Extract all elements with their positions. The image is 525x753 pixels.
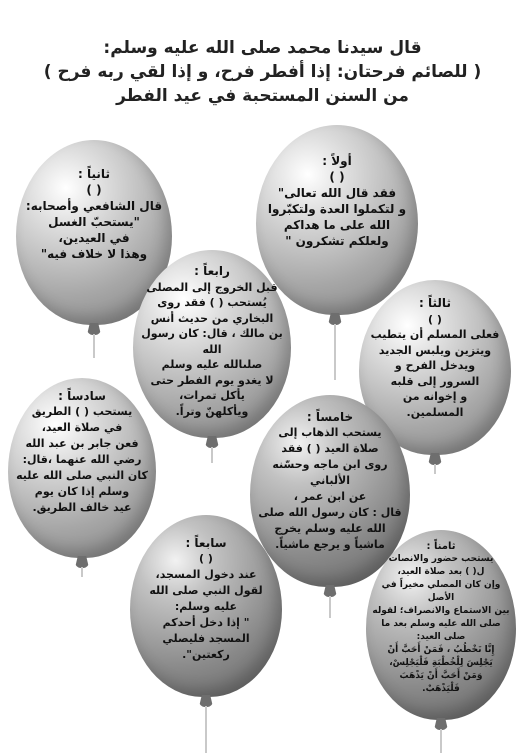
- balloon-line: فعلى المسلم أن يتطيب: [370, 328, 500, 341]
- balloon-line: فَلْيَذْهَبْ.: [422, 684, 460, 694]
- balloon-line: عيد خالف الطريق.: [32, 501, 132, 514]
- balloon-blank: ( ): [428, 312, 442, 326]
- balloon-title: خامساً :: [306, 410, 354, 424]
- balloon-line: ويأكلهنّ وتراً.: [175, 404, 249, 418]
- balloon-line: يأكل تمرات،: [179, 389, 245, 402]
- balloon-text: [12, 388, 152, 516]
- balloon-string: [93, 334, 95, 358]
- balloon-string: [329, 596, 331, 618]
- balloon-line: إِنَّا نَخْطُبُ ، فَمَنْ أَحَبَّ أَنْ: [387, 645, 495, 655]
- header-line-3: من السنن المستحبة في عيد الفطر: [116, 86, 409, 106]
- balloon-line: في صلاة العيد،: [41, 421, 123, 434]
- balloon-line: ماشياً و يرجع ماشياً.: [275, 538, 385, 551]
- balloon-line: بين الاستماع والانصراف؛ لقوله: [372, 606, 510, 616]
- balloon-line: لقول النبي صلى الله: [149, 584, 263, 597]
- balloon-string: [334, 324, 336, 380]
- balloon-title: ثالثاً :: [419, 296, 451, 310]
- balloon-line: يستحب ( ) الطريق: [31, 405, 133, 418]
- balloon-title: سابعاً :: [185, 536, 227, 550]
- balloon-title: أولاً :: [322, 154, 352, 168]
- balloon-seventh: [130, 515, 282, 753]
- balloon-text: [24, 166, 164, 262]
- balloon-line: يُستحب ( ) فقد روى: [157, 296, 267, 309]
- balloon-line: الله على ما هداكم: [283, 218, 391, 232]
- balloon-line: عن ابن عمر ،: [293, 490, 367, 503]
- balloon-line: يستحب الذهاب إلى: [278, 426, 382, 439]
- balloon-title: رابعاً :: [194, 264, 230, 278]
- header-line-2: ( للصائم فرحتان: إذا أفطر فرح، و إذا لقي ربه فرح ): [43, 62, 482, 82]
- balloon-line: وَمَنْ أَحَبَّ أَنْ يَذْهَبَ: [399, 671, 483, 681]
- balloon-title: سادساً :: [58, 389, 106, 403]
- balloon-line: صلىالله عليه وسلم: [161, 358, 263, 371]
- balloon-line: و لتكملوا العدة ولتكبّروا: [267, 202, 407, 216]
- balloon-line: يَجْلِسَ لِلْخُطْبَةِ فَلْيَجْلِسْ،: [389, 658, 493, 668]
- balloon-line: قبل الخروج إلى المصلى: [146, 280, 278, 294]
- balloon-line: "يستحبّ الغسل: [48, 215, 140, 229]
- balloon-title: ثامناً :: [426, 541, 456, 552]
- balloon-line: وسلم إذا كان يوم: [34, 485, 130, 498]
- balloon-line: فقد قال الله تعالى": [277, 186, 397, 200]
- balloon-line: ركعتين".: [182, 648, 230, 661]
- balloon-line: لا يغدو يوم الفطر حتى: [150, 373, 274, 387]
- balloon-line: عليه وسلم:: [174, 600, 238, 613]
- balloon-line: قال : كان رسول الله صلى: [258, 506, 402, 519]
- balloon-line: ويدخل الفرح و: [394, 359, 476, 372]
- balloon-blank: ( ): [199, 552, 213, 565]
- balloon-line: فعن جابر بن عبد الله: [25, 437, 139, 450]
- balloon-line: المسجد فليصلي: [162, 632, 250, 645]
- balloon-line: الله عليه وسلم يخرج: [274, 522, 386, 535]
- balloon-string: [205, 706, 207, 753]
- balloon-text: [136, 535, 276, 663]
- balloon-blank: ( ): [86, 183, 102, 197]
- balloon-string: [211, 447, 213, 463]
- balloon-blank: ( ): [329, 170, 345, 184]
- balloon-eighth: [366, 530, 516, 753]
- balloon-line: " إذا دخل أحدكم: [162, 616, 250, 629]
- balloon-line: صلاة العيد ( ) فقد: [281, 442, 379, 455]
- balloon-line: وإن كان المصلي مخيراً في الأصل: [381, 580, 501, 603]
- balloon-line: صلى العيد:: [416, 632, 466, 642]
- balloon-string: [440, 729, 442, 753]
- balloon-line: رضي الله عنهما ،قال:: [22, 453, 142, 466]
- balloon-line: المسلمين.: [406, 405, 464, 419]
- balloon-line: و إخوانه من: [402, 390, 468, 403]
- balloon-line: البخاري من حديث أنس: [150, 311, 274, 325]
- balloon-line: صلى الله عليه وسلم بعد ما: [381, 619, 501, 629]
- balloon-line: السرور إلى قلبه: [390, 374, 480, 388]
- balloon-line: عند دخول المسجد،: [155, 568, 257, 581]
- header-line-1: قال سيدنا محمد صلى الله عليه وسلم:: [103, 38, 422, 58]
- balloon-line: ل( ) بعد صلاة العيد،: [397, 567, 485, 577]
- balloon-line: يستحب حضور والانصات: [388, 554, 494, 564]
- balloon-line: روى ابن ماجه وحسّنه الألباني: [272, 458, 388, 487]
- balloon-text: [264, 153, 410, 249]
- balloon-line: بن مالك ، قال: كان رسول الله: [141, 327, 283, 356]
- balloon-line: ويتزين ويلبس الجديد: [378, 343, 492, 357]
- balloon-line: في العيدين،: [58, 231, 130, 245]
- balloon-line: قال الشافعي وأصحابه:: [25, 199, 163, 213]
- balloon-title: ثانياً :: [78, 167, 110, 181]
- balloon-string: [434, 464, 436, 474]
- header: [20, 36, 505, 108]
- balloon-line: كان النبي صلى الله عليه: [16, 469, 148, 482]
- balloon-line: وهذا لا خلاف فيه": [40, 247, 148, 261]
- balloon-text: [370, 540, 512, 696]
- balloon-line: ولعلكم تشكرون ": [285, 234, 389, 248]
- balloon-string: [81, 567, 83, 577]
